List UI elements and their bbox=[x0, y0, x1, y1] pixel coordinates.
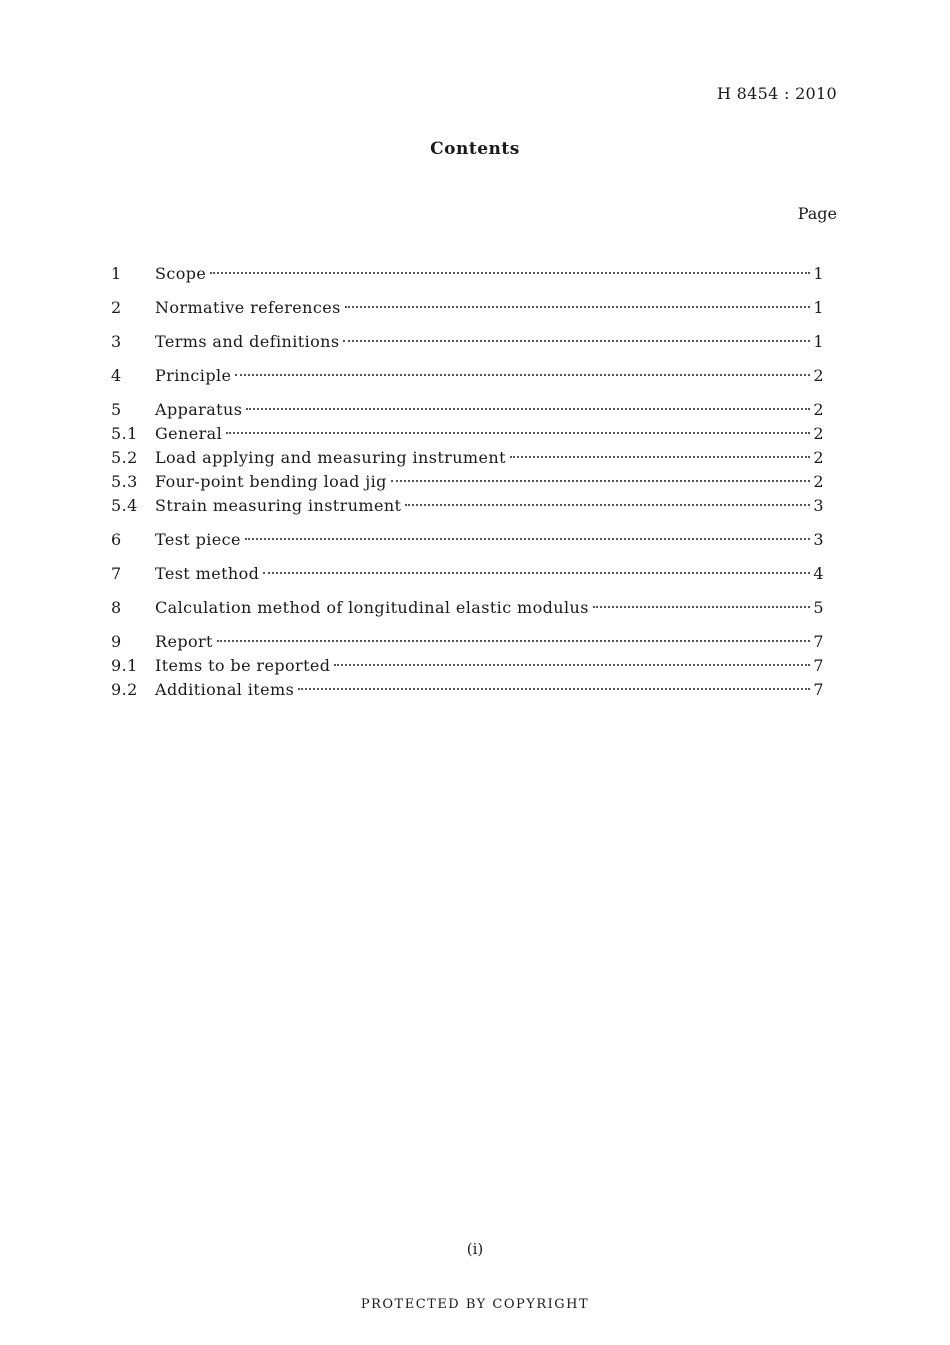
toc-entry-5[interactable] bbox=[111, 400, 824, 424]
toc-leader-dots bbox=[343, 340, 810, 342]
toc-entry-label: Report bbox=[155, 632, 213, 651]
toc-entry-page: 1 bbox=[813, 332, 824, 351]
toc-leader-dots bbox=[246, 408, 810, 410]
toc-leader-dots bbox=[263, 572, 810, 574]
toc-entry-2[interactable] bbox=[111, 298, 824, 322]
page-column-label: Page bbox=[797, 204, 837, 223]
copyright-notice: PROTECTED BY COPYRIGHT bbox=[360, 1297, 590, 1312]
toc-entry-number: 4 bbox=[111, 366, 122, 385]
page-title: Contents bbox=[430, 139, 520, 159]
toc-leader-dots bbox=[226, 432, 810, 434]
toc-leader-dots bbox=[235, 374, 810, 376]
toc-leader-dots bbox=[334, 664, 810, 666]
toc-entry-label: Items to be reported bbox=[155, 656, 331, 675]
toc-entry-number: 6 bbox=[111, 530, 122, 549]
toc-entry-number: 5 bbox=[111, 400, 122, 419]
toc-entry-number: 5.3 bbox=[111, 472, 138, 491]
toc-entry-5-1[interactable] bbox=[111, 424, 824, 448]
document-id: H 8454 : 2010 bbox=[717, 84, 837, 103]
toc-entry-page: 3 bbox=[813, 496, 824, 515]
toc-entry-label: Strain measuring instrument bbox=[155, 496, 402, 515]
toc-entry-label: Test piece bbox=[155, 530, 241, 549]
toc-entry-9-2[interactable] bbox=[111, 680, 824, 704]
toc-leader-dots bbox=[298, 688, 810, 690]
toc-entry-number: 1 bbox=[111, 264, 122, 283]
toc-entry-page: 7 bbox=[813, 656, 824, 675]
footer-page-number: (i) bbox=[466, 1240, 484, 1258]
toc-entry-label: Additional items bbox=[155, 680, 295, 699]
toc-leader-dots bbox=[391, 480, 811, 482]
toc-entry-page: 2 bbox=[813, 448, 824, 467]
table-of-contents bbox=[111, 264, 824, 704]
toc-entry-page: 2 bbox=[813, 424, 824, 443]
toc-entry-page: 4 bbox=[813, 564, 824, 583]
toc-entry-number: 3 bbox=[111, 332, 122, 351]
toc-entry-8[interactable] bbox=[111, 598, 824, 622]
toc-entry-number: 8 bbox=[111, 598, 122, 617]
toc-entry-page: 7 bbox=[813, 680, 824, 699]
toc-entry-9[interactable] bbox=[111, 632, 824, 656]
toc-entry-4[interactable] bbox=[111, 366, 824, 390]
toc-entry-number: 5.1 bbox=[111, 424, 138, 443]
toc-leader-dots bbox=[245, 538, 811, 540]
toc-entry-page: 5 bbox=[813, 598, 824, 617]
toc-entry-label: General bbox=[155, 424, 223, 443]
toc-entry-label: Calculation method of longitudinal elastic modulus bbox=[155, 598, 589, 617]
toc-leader-dots bbox=[593, 606, 811, 608]
toc-entry-number: 9 bbox=[111, 632, 122, 651]
toc-entry-5-3[interactable] bbox=[111, 472, 824, 496]
toc-entry-page: 3 bbox=[813, 530, 824, 549]
toc-entry-page: 1 bbox=[813, 298, 824, 317]
toc-entry-page: 1 bbox=[813, 264, 824, 283]
toc-entry-label: Terms and definitions bbox=[155, 332, 340, 351]
toc-entry-page: 2 bbox=[813, 400, 824, 419]
toc-entry-5-2[interactable] bbox=[111, 448, 824, 472]
toc-entry-label: Test method bbox=[155, 564, 260, 583]
toc-leader-dots bbox=[510, 456, 810, 458]
toc-entry-label: Scope bbox=[155, 264, 207, 283]
toc-entry-number: 5.2 bbox=[111, 448, 138, 467]
toc-entry-label: Principle bbox=[155, 366, 232, 385]
toc-leader-dots bbox=[210, 272, 810, 274]
toc-entry-7[interactable] bbox=[111, 564, 824, 588]
toc-entry-page: 2 bbox=[813, 366, 824, 385]
toc-entry-label: Apparatus bbox=[155, 400, 243, 419]
toc-entry-number: 9.1 bbox=[111, 656, 138, 675]
toc-leader-dots bbox=[345, 306, 811, 308]
toc-entry-6[interactable] bbox=[111, 530, 824, 554]
toc-entry-page: 2 bbox=[813, 472, 824, 491]
toc-entry-9-1[interactable] bbox=[111, 656, 824, 680]
toc-entry-5-4[interactable] bbox=[111, 496, 824, 520]
toc-entry-label: Four-point bending load jig bbox=[155, 472, 387, 491]
toc-entry-number: 9.2 bbox=[111, 680, 138, 699]
toc-entry-number: 2 bbox=[111, 298, 122, 317]
toc-entry-number: 5.4 bbox=[111, 496, 138, 515]
toc-entry-label: Load applying and measuring instrument bbox=[155, 448, 506, 467]
toc-entry-page: 7 bbox=[813, 632, 824, 651]
toc-entry-3[interactable] bbox=[111, 332, 824, 356]
toc-entry-1[interactable] bbox=[111, 264, 824, 288]
toc-leader-dots bbox=[405, 504, 810, 506]
toc-entry-number: 7 bbox=[111, 564, 122, 583]
toc-leader-dots bbox=[217, 640, 811, 642]
toc-entry-label: Normative references bbox=[155, 298, 341, 317]
